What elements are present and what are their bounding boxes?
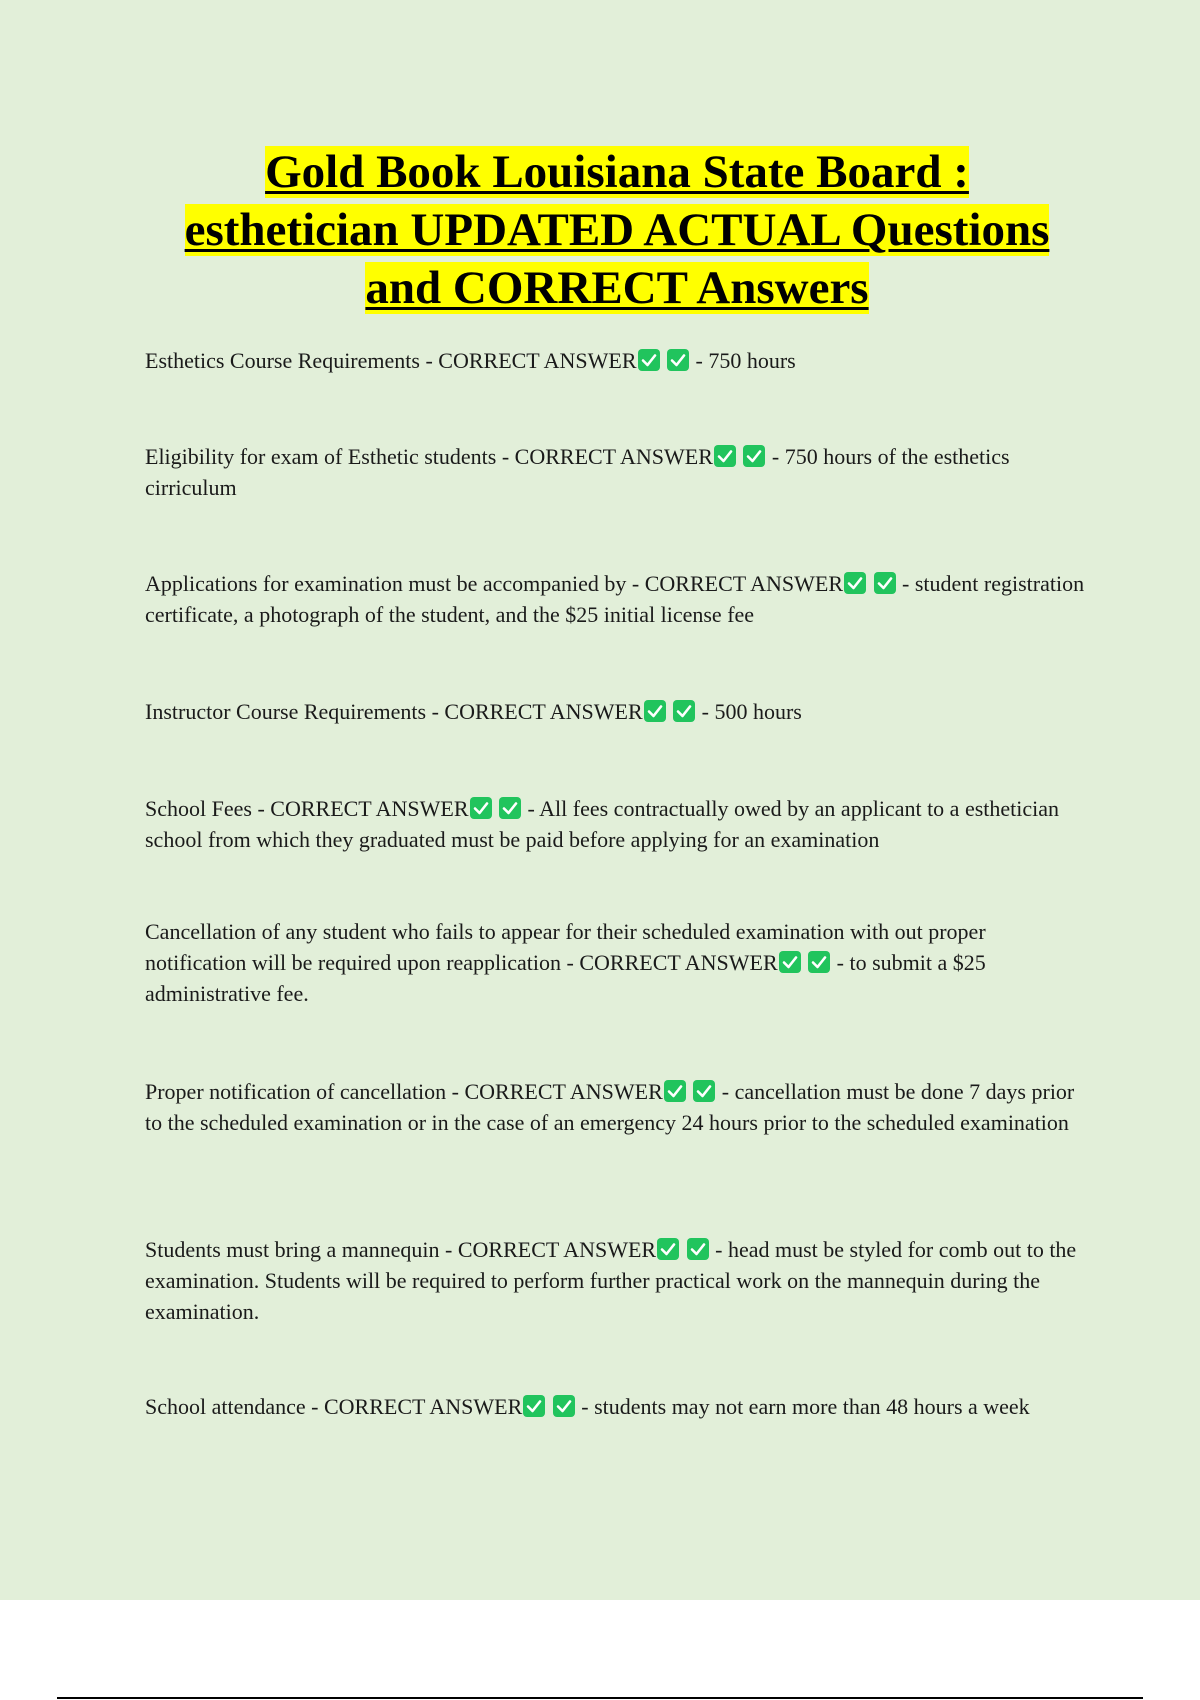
separator: - bbox=[709, 1237, 728, 1262]
question-text: Applications for examination must be accompanied by bbox=[145, 571, 627, 596]
check-mark-button-icon bbox=[673, 700, 695, 722]
answer-text: student registration certificate, a photograph of the student, and the $25 initial license fee bbox=[145, 571, 1085, 627]
question-text: Eligibility for exam of Esthetic students bbox=[145, 444, 497, 469]
separator: - bbox=[575, 1394, 595, 1419]
qa-item bbox=[145, 696, 1085, 727]
qa-item bbox=[145, 1391, 1085, 1422]
check-mark-button-icon bbox=[499, 797, 521, 819]
answer-label: CORRECT ANSWER bbox=[457, 1237, 657, 1262]
answer-text: cancellation must be done 7 days prior to the scheduled examination or in the case of an emergency 24 hours prior to the scheduled examination bbox=[145, 1079, 1075, 1135]
qa-item bbox=[145, 441, 1085, 503]
separator: - bbox=[446, 1079, 465, 1104]
separator: - bbox=[439, 1237, 458, 1262]
title-line-3: and CORRECT Answers bbox=[365, 262, 869, 314]
qa-item bbox=[145, 1234, 1085, 1327]
qa-item bbox=[145, 568, 1085, 630]
check-mark-button-icon bbox=[743, 445, 765, 467]
answer-text: 750 hours bbox=[708, 348, 796, 373]
separator: - bbox=[251, 796, 271, 821]
question-text: School Fees bbox=[145, 796, 252, 821]
separator: - bbox=[831, 950, 850, 975]
answer-label: CORRECT ANSWER bbox=[464, 1079, 663, 1104]
separator: - bbox=[561, 950, 580, 975]
answer-label: CORRECT ANSWER bbox=[514, 444, 713, 469]
answer-text: 500 hours bbox=[714, 699, 802, 724]
answer-label: CORRECT ANSWER bbox=[579, 950, 778, 975]
question-text: Students must bring a mannequin bbox=[145, 1237, 440, 1262]
separator: - bbox=[419, 348, 439, 373]
qa-item bbox=[145, 345, 1085, 376]
check-mark-button-icon bbox=[523, 1395, 545, 1417]
answer-text: students may not earn more than 48 hours a week bbox=[594, 1394, 1030, 1419]
title-line-1: Gold Book Louisiana State Board : bbox=[265, 146, 969, 198]
check-mark-button-icon bbox=[844, 572, 866, 594]
question-text: School attendance bbox=[145, 1394, 306, 1419]
separator: - bbox=[696, 699, 715, 724]
document-title bbox=[60, 143, 1174, 317]
check-mark-button-icon bbox=[874, 572, 896, 594]
qa-item bbox=[145, 916, 1085, 1009]
answer-text: head must be styled for comb out to the examination. Students will be required to perform further practical work on the mannequin during the examination. bbox=[145, 1237, 1077, 1324]
separator: - bbox=[522, 796, 540, 821]
answer-label: CORRECT ANSWER bbox=[438, 348, 637, 373]
answer-text: to submit a $25 administrative fee. bbox=[145, 950, 986, 1006]
check-mark-button-icon bbox=[714, 445, 736, 467]
title-line-2: esthetician UPDATED ACTUAL Questions bbox=[184, 204, 1050, 256]
separator: - bbox=[896, 571, 915, 596]
question-text: Proper notification of cancellation bbox=[145, 1079, 447, 1104]
separator: - bbox=[626, 571, 645, 596]
check-mark-button-icon bbox=[779, 951, 801, 973]
check-mark-button-icon bbox=[667, 349, 689, 371]
footer-divider bbox=[57, 1697, 1143, 1699]
qa-item bbox=[145, 1076, 1085, 1138]
question-text: Cancellation of any student who fails to appear for their scheduled examination with out proper notification will be required upon reapplication bbox=[145, 919, 986, 975]
check-mark-button-icon bbox=[693, 1080, 715, 1102]
check-mark-button-icon bbox=[644, 700, 666, 722]
check-mark-button-icon bbox=[553, 1395, 575, 1417]
check-mark-button-icon bbox=[638, 349, 660, 371]
check-mark-button-icon bbox=[687, 1238, 709, 1260]
qa-item bbox=[145, 793, 1085, 855]
check-mark-button-icon bbox=[808, 951, 830, 973]
answer-label: CORRECT ANSWER bbox=[644, 571, 843, 596]
question-text: Instructor Course Requirements bbox=[145, 699, 427, 724]
answer-label: CORRECT ANSWER bbox=[444, 699, 643, 724]
separator: - bbox=[426, 699, 445, 724]
separator: - bbox=[716, 1079, 735, 1104]
separator: - bbox=[766, 444, 785, 469]
question-text: Esthetics Course Requirements bbox=[145, 348, 420, 373]
check-mark-button-icon bbox=[470, 797, 492, 819]
answer-label: CORRECT ANSWER bbox=[324, 1394, 523, 1419]
separator: - bbox=[496, 444, 515, 469]
separator: - bbox=[690, 348, 709, 373]
answer-label: CORRECT ANSWER bbox=[270, 796, 469, 821]
answer-text: All fees contractually owed by an applicant to a esthetician school from which they graduated must be paid before applying for an examination bbox=[145, 796, 1060, 852]
check-mark-button-icon bbox=[664, 1080, 686, 1102]
separator: - bbox=[305, 1394, 324, 1419]
answer-text: 750 hours of the esthetics cirriculum bbox=[145, 444, 1010, 500]
check-mark-button-icon bbox=[657, 1238, 679, 1260]
